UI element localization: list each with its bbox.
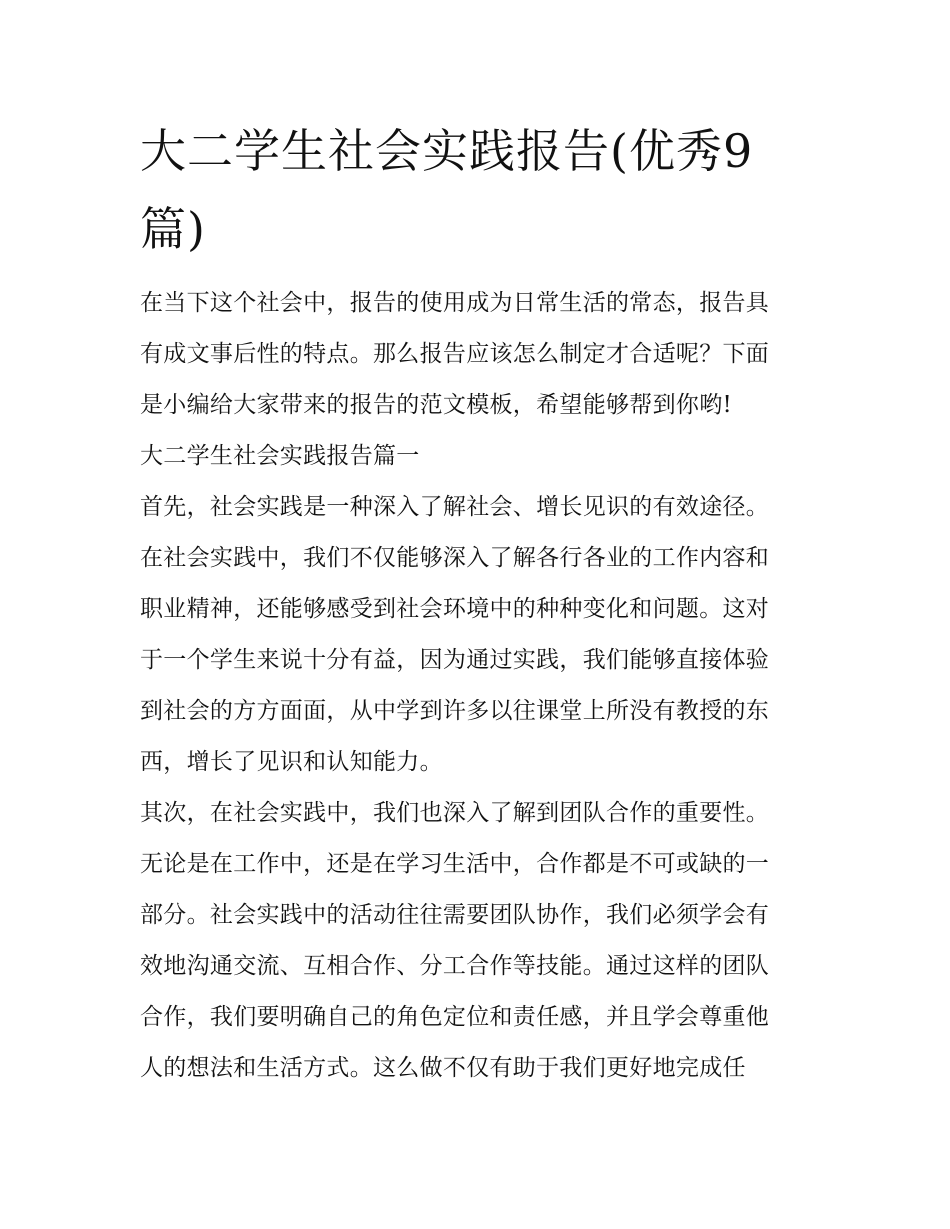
intro-line-3: 是小编给大家带来的报告的范文模板，希望能够帮到你哟!: [140, 392, 733, 418]
section-heading: 大二学生社会实践报告篇一: [140, 443, 420, 469]
body-line-7: 其次，在社会实践中，我们也深入了解到团队合作的重要性。: [140, 800, 770, 826]
document-title: 大二学生社会实践报告(优秀9篇): [140, 124, 754, 256]
document-content: [140, 112, 812, 1094]
body-line-11: 合作，我们要明确自己的角色定位和责任感，并且学会尊重他: [140, 1004, 770, 1030]
body-line-3: 职业精神，还能够感受到社会环境中的种种变化和问题。这对: [140, 596, 770, 622]
body-line-5: 到社会的方方面面，从中学到许多以往课堂上所没有教授的东: [140, 698, 770, 724]
body-line-10: 效地沟通交流、互相合作、分工合作等技能。通过这样的团队: [140, 953, 770, 979]
body-line-9: 部分。社会实践中的活动往往需要团队协作，我们必须学会有: [140, 902, 770, 928]
document-body: [140, 278, 812, 1094]
body-line-2: 在社会实践中，我们不仅能够深入了解各行各业的工作内容和: [140, 545, 770, 571]
body-line-12: 人的想法和生活方式。这么做不仅有助于我们更好地完成任: [140, 1055, 746, 1081]
body-line-4: 于一个学生来说十分有益，因为通过实践，我们能够直接体验: [140, 647, 770, 673]
body-line-1: 首先，社会实践是一种深入了解社会、增长见识的有效途径。: [140, 494, 770, 520]
body-line-6: 西，增长了见识和认知能力。: [140, 749, 443, 775]
intro-line-2: 有成文事后性的特点。那么报告应该怎么制定才合适呢？下面: [140, 341, 770, 367]
intro-line-1: 在当下这个社会中，报告的使用成为日常生活的常态，报告具: [140, 290, 770, 316]
body-line-8: 无论是在工作中，还是在学习生活中，合作都是不可或缺的一: [140, 851, 770, 877]
